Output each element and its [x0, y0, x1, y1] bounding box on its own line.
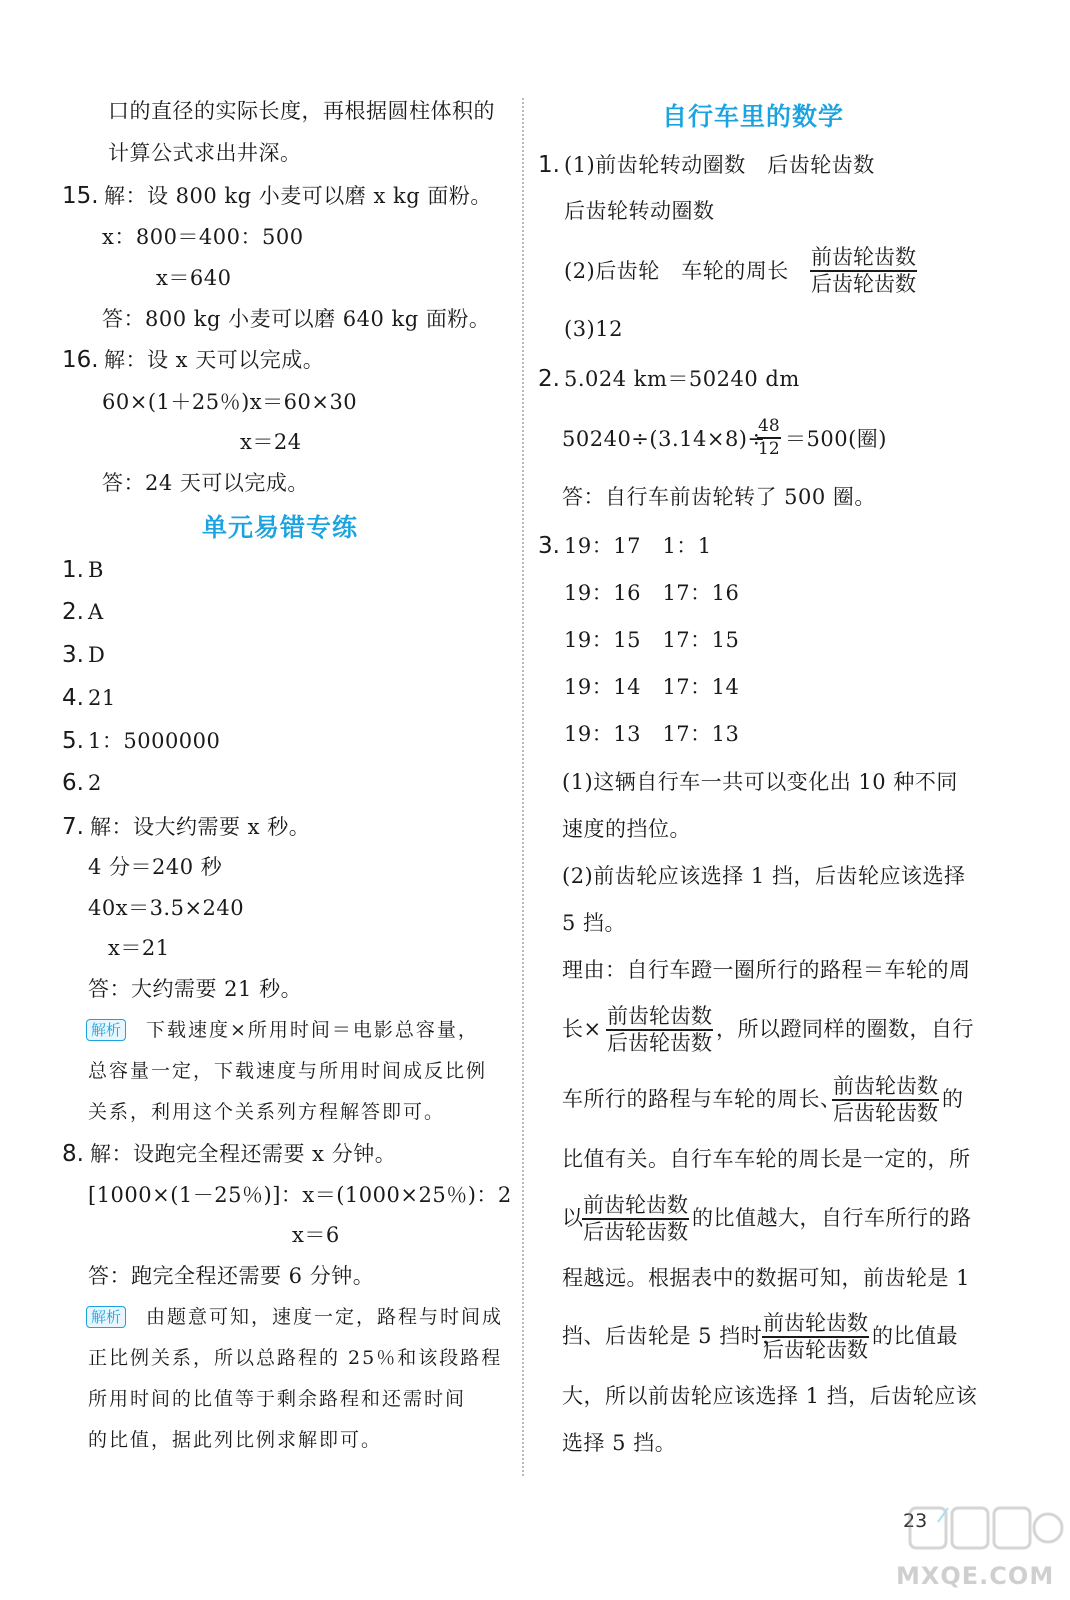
- fraction: [832, 1074, 939, 1125]
- answer-line: 速度的挡位。: [562, 817, 691, 841]
- answer-value: 21: [88, 686, 116, 710]
- answer-line: 后齿轮转动圈数: [564, 199, 715, 223]
- analysis-badge: 解析: [86, 1019, 126, 1041]
- answer-line: 答：24 天可以完成。: [102, 471, 309, 495]
- fraction-numerator: 前齿轮齿数: [810, 245, 917, 272]
- ratio-line: 19：14 17：14: [564, 675, 740, 699]
- fraction-numerator: 前齿轮齿数: [832, 1074, 939, 1101]
- answer-line: 答：大约需要 21 秒。: [88, 977, 303, 1001]
- analysis-line: 的比值，据此列比例求解即可。: [88, 1429, 383, 1451]
- equation-line: x：800＝400：500: [102, 225, 304, 249]
- fraction-denominator: 后齿轮齿数: [811, 272, 916, 296]
- reason-line: 程越远。根据表中的数据可知，前齿轮是 1: [562, 1266, 971, 1290]
- fraction-denominator: 后齿轮齿数: [833, 1101, 938, 1125]
- analysis-line: 下载速度×所用时间＝电影总容量，: [146, 1019, 479, 1041]
- ratio-line: 19：15 17：15: [564, 628, 740, 652]
- equation-line: [1000×(1－25％)]：x＝(1000×25％)：2: [88, 1183, 512, 1207]
- continuation-line: 口的直径的实际长度，再根据圆柱体积的: [108, 99, 495, 123]
- analysis-badge: 解析: [86, 1306, 126, 1328]
- question-number: 1.: [62, 557, 84, 583]
- solution-line: 解：设 800 kg 小麦可以磨 x kg 面粉。: [104, 184, 492, 208]
- answer-line: (1)前齿轮转动圈数 后齿轮齿数: [564, 153, 875, 177]
- question-number: 3.: [62, 642, 84, 668]
- watermark-text: MXQE.COM: [896, 1562, 1055, 1590]
- watermark-logo: [890, 1500, 1065, 1595]
- fraction-denominator: 后齿轮齿数: [583, 1220, 688, 1244]
- reason-line: 的比值越大，自行车所行的路: [692, 1206, 972, 1230]
- analysis-line: 由题意可知，速度一定，路程与时间成: [146, 1306, 504, 1328]
- question-number: 2.: [62, 599, 84, 625]
- analysis-line: 关系，利用这个关系列方程解答即可。: [88, 1101, 446, 1123]
- question-number: 1.: [538, 152, 560, 178]
- answer-line: (3)12: [564, 317, 623, 341]
- reason-line: 选择 5 挡。: [562, 1431, 677, 1455]
- answer-line: 答：跑完全程还需要 6 分钟。: [88, 1264, 375, 1288]
- reason-line: 理由：自行车蹬一圈所行的路程＝车轮的周: [562, 958, 971, 982]
- question-number: 4.: [62, 685, 84, 711]
- reason-line: 以: [562, 1206, 584, 1230]
- equation-line: 50240÷(3.14×8)÷: [562, 427, 766, 451]
- continuation-line: 计算公式求出井深。: [108, 141, 302, 165]
- answer-value: 2: [88, 771, 102, 795]
- equation-line: 5.024 km＝50240 dm: [564, 367, 800, 391]
- page-number: 23: [903, 1510, 928, 1532]
- equation-line: 40x＝3.5×240: [88, 896, 245, 920]
- fraction: [582, 1193, 689, 1244]
- column-divider: [522, 98, 524, 1476]
- question-number: 5.: [62, 728, 84, 754]
- reason-line: 车所行的路程与车轮的周长、: [562, 1087, 842, 1111]
- equation-line: x＝21: [108, 936, 170, 960]
- equation-line: x＝640: [156, 266, 232, 290]
- solution-line: 解：设 x 天可以完成。: [104, 348, 325, 372]
- answer-value: D: [88, 643, 106, 667]
- answer-line: (2)前齿轮应该选择 1 挡，后齿轮应该选择: [562, 864, 966, 888]
- analysis-line: 总容量一定，下载速度与所用时间成反比例: [88, 1060, 488, 1082]
- fraction-denominator: 后齿轮齿数: [763, 1338, 868, 1362]
- equation-line: ＝500(圈): [785, 427, 887, 451]
- answer-line: (1)这辆自行车一共可以变化出 10 种不同: [562, 770, 958, 794]
- answer-value: 1：5000000: [88, 729, 221, 753]
- ratio-line: 19：13 17：13: [564, 722, 740, 746]
- answer-line: 5 挡。: [562, 911, 627, 935]
- reason-line: 大，所以前齿轮应该选择 1 挡，后齿轮应该: [562, 1384, 978, 1408]
- question-number: 7.: [62, 814, 84, 840]
- answer-line: 答：自行车前齿轮转了 500 圈。: [562, 485, 876, 509]
- reason-line: 比值有关。自行车车轮的周长是一定的，所: [562, 1147, 971, 1171]
- question-number: 6.: [62, 770, 84, 796]
- answer-line: 答：800 kg 小麦可以磨 640 kg 面粉。: [102, 307, 491, 331]
- fraction: [757, 416, 781, 459]
- question-number: 8.: [62, 1141, 84, 1167]
- analysis-line: 正比例关系，所以总路程的 25％和该段路程: [88, 1347, 503, 1369]
- fraction: [606, 1004, 713, 1055]
- fraction-numerator: 前齿轮齿数: [582, 1193, 689, 1220]
- question-number: 15.: [62, 183, 99, 209]
- ratio-line: 19：17 1：1: [564, 534, 712, 558]
- equation-line: x＝6: [292, 1223, 340, 1247]
- answer-line: (2)后齿轮 车轮的周长: [564, 259, 789, 283]
- question-number: 2.: [538, 366, 560, 392]
- question-number: 16.: [62, 347, 99, 373]
- analysis-line: 所用时间的比值等于剩余路程和还需时间: [88, 1388, 467, 1410]
- answer-value: B: [88, 558, 104, 582]
- reason-line: 挡、后齿轮是 5 挡时，: [562, 1324, 784, 1348]
- reason-line: 长×: [562, 1017, 602, 1041]
- solution-line: 解：设跑完全程还需要 x 分钟。: [90, 1142, 397, 1166]
- question-number: 3.: [538, 533, 560, 559]
- section-title: 自行车里的数学: [662, 102, 845, 131]
- fraction: [810, 245, 917, 296]
- reason-line: 的比值最: [872, 1324, 958, 1348]
- equation-line: x＝24: [240, 430, 302, 454]
- equation-line: 60×(1＋25％)x＝60×30: [102, 390, 358, 414]
- reason-line: ，所以蹬同样的圈数，自行: [716, 1017, 974, 1041]
- fraction-denominator: 后齿轮齿数: [607, 1031, 712, 1055]
- fraction-numerator: 48: [757, 416, 781, 439]
- fraction: [762, 1311, 869, 1362]
- ratio-line: 19：16 17：16: [564, 581, 740, 605]
- answer-value: A: [88, 600, 104, 624]
- fraction-denominator: 12: [758, 439, 780, 459]
- fraction-numerator: 前齿轮齿数: [762, 1311, 869, 1338]
- equation-line: 4 分＝240 秒: [88, 855, 223, 879]
- reason-line: 的: [942, 1087, 964, 1111]
- section-title: 单元易错专练: [202, 513, 359, 542]
- solution-line: 解：设大约需要 x 秒。: [90, 815, 311, 839]
- fraction-numerator: 前齿轮齿数: [606, 1004, 713, 1031]
